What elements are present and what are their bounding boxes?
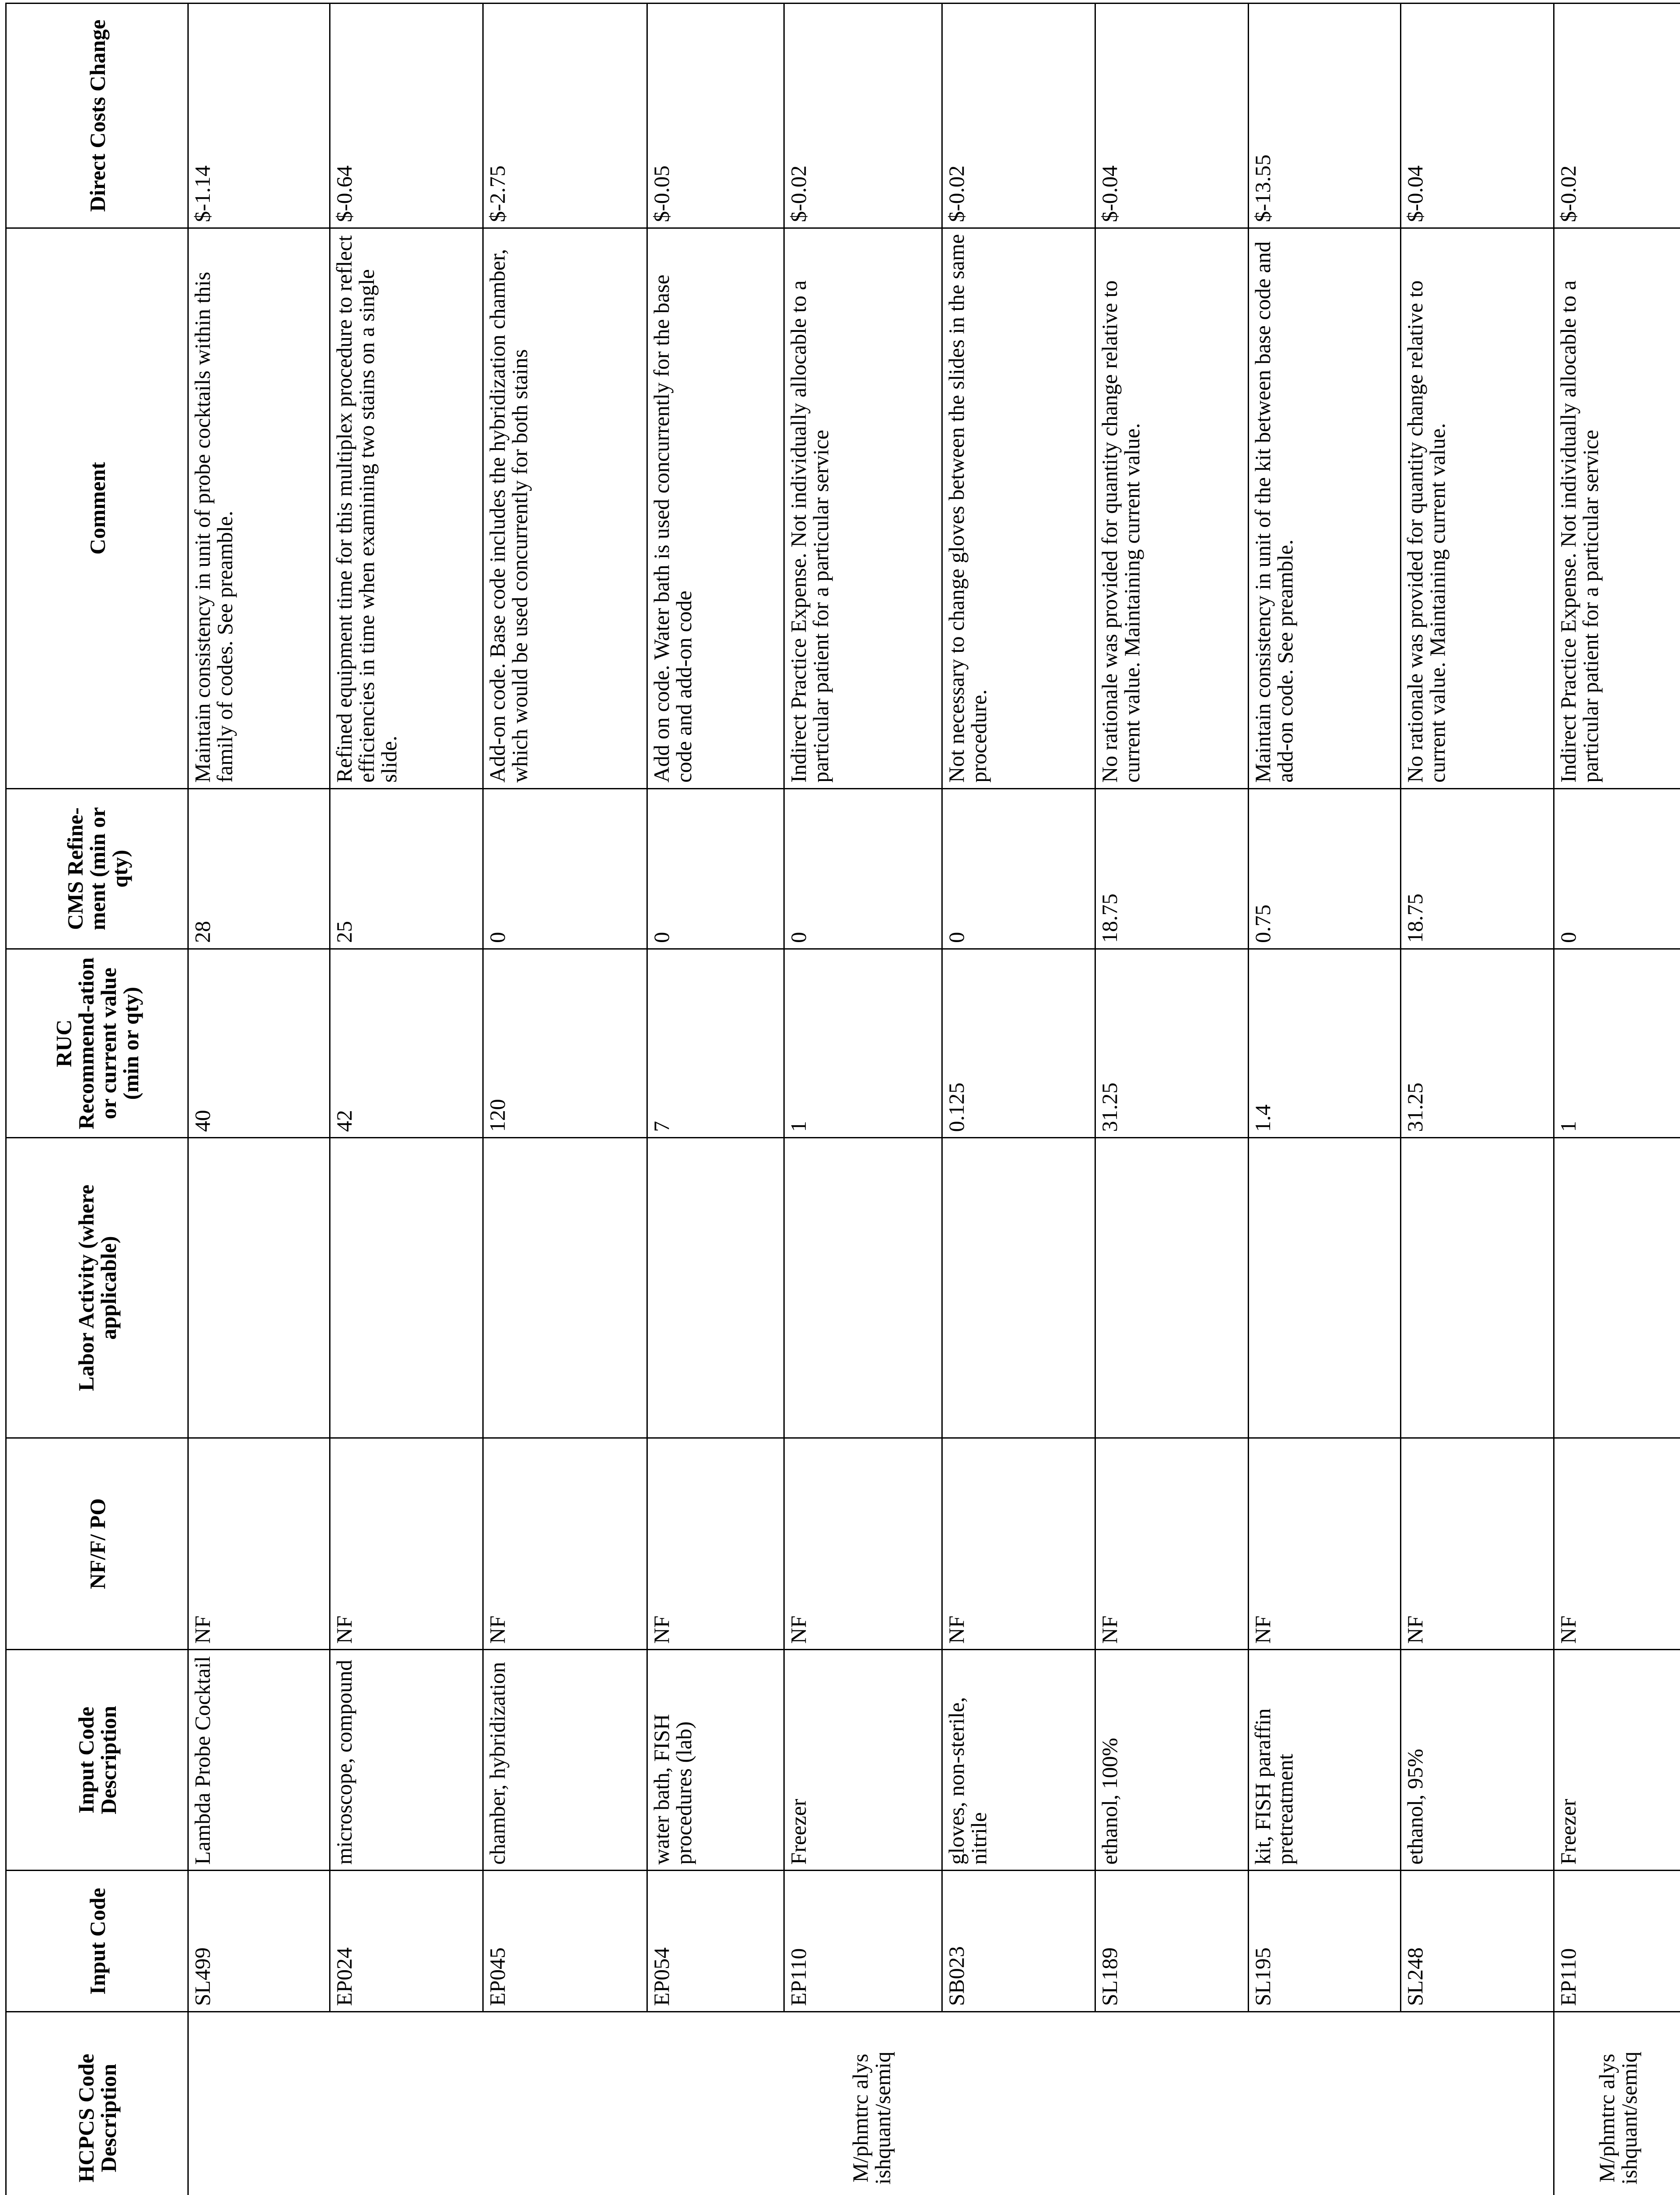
input-description-cell: Freezer (784, 1650, 942, 1871)
comment-cell: Add on code. Water bath is used concurrently for the base code and add-on code (647, 228, 784, 789)
labor-activity-cell (1401, 1138, 1554, 1438)
nf-f-po-cell: NF (942, 1438, 1095, 1649)
cms-refinement-cell: 0 (647, 788, 784, 949)
table-row (1401, 4, 1554, 2195)
ruc-value-cell: 31.25 (1401, 949, 1554, 1138)
ruc-value-cell: 42 (330, 949, 483, 1138)
cms-refinement-cell: 28 (188, 788, 330, 949)
table-row (784, 4, 942, 2195)
input-description-cell: chamber, hybridization (483, 1650, 647, 1871)
nf-f-po-cell: NF (1554, 1438, 1680, 1649)
labor-activity-cell (483, 1138, 647, 1438)
nf-f-po-cell: NF (330, 1438, 483, 1649)
input-description-cell: Freezer (1554, 1650, 1680, 1871)
table-row (330, 4, 483, 2195)
labor-activity-cell (1249, 1138, 1401, 1438)
direct-costs-change-cell: $-2.75 (483, 4, 647, 228)
labor-activity-cell (942, 1138, 1095, 1438)
ruc-value-cell: 120 (483, 949, 647, 1138)
header-comment: Comment (6, 228, 188, 789)
comment-cell: Not necessary to change gloves between the slides in the same procedure. (942, 228, 1095, 789)
input-code-cell: EP110 (1554, 1871, 1680, 2012)
table-row (1554, 4, 1680, 2195)
header-row (6, 4, 188, 2195)
comment-cell: No rationale was provided for quantity change relative to current value. Maintaining current value. (1401, 228, 1554, 789)
labor-activity-cell (784, 1138, 942, 1438)
cms-refinement-cell: 25 (330, 788, 483, 949)
ruc-value-cell: 31.25 (1095, 949, 1249, 1138)
comment-cell: No rationale was provided for quantity change relative to current value. Maintaining current value. (1095, 228, 1249, 789)
input-description-cell: ethanol, 100% (1095, 1650, 1249, 1871)
ruc-value-cell: 40 (188, 949, 330, 1138)
direct-costs-change-cell: $-0.05 (647, 4, 784, 228)
input-code-cell: SL195 (1249, 1871, 1401, 2012)
nf-f-po-cell: NF (188, 1438, 330, 1649)
input-code-cell: SB023 (942, 1871, 1095, 2012)
input-code-cell: EP045 (483, 1871, 647, 2012)
direct-costs-change-cell: $-0.02 (1554, 4, 1680, 228)
labor-activity-cell (330, 1138, 483, 1438)
nf-f-po-cell: NF (784, 1438, 942, 1649)
cms-refinement-cell: 0.75 (1249, 788, 1401, 949)
practice-expense-table (5, 3, 1680, 2195)
header-input-description: Input Code Description (6, 1650, 188, 1871)
cms-refinement-cell: 0 (1554, 788, 1680, 949)
direct-costs-change-cell: $-0.04 (1401, 4, 1554, 228)
comment-cell: Refined equipment time for this multiplex procedure to reflect efficiencies in time when examining two stains on a single slide. (330, 228, 483, 789)
input-description-cell: water bath, FISH procedures (lab) (647, 1650, 784, 1871)
header-labor-activity: Labor Activity (where applicable) (6, 1138, 188, 1438)
nf-f-po-cell: NF (1095, 1438, 1249, 1649)
header-direct-costs-change: Direct Costs Change (6, 4, 188, 228)
input-code-cell: SL248 (1401, 1871, 1554, 2012)
direct-costs-change-cell: $-0.02 (784, 4, 942, 228)
comment-cell: Maintain consistency in unit of the kit between base code and add-on code. See preamble. (1249, 228, 1401, 789)
cms-refinement-cell: 0 (942, 788, 1095, 949)
table-row (1095, 4, 1249, 2195)
cms-refinement-cell: 0 (784, 788, 942, 949)
comment-cell: Maintain consistency in unit of probe cocktails within this family of codes. See preamble. (188, 228, 330, 789)
hcpcs-description-cell: M/phmtrc alys ishquant/semiq (1554, 2012, 1680, 2195)
labor-activity-cell (1095, 1138, 1249, 1438)
input-description-cell: gloves, non-sterile, nitrile (942, 1650, 1095, 1871)
hcpcs-description-cell: M/phmtrc alys ishquant/semiq (188, 2012, 1554, 2195)
input-code-cell: EP110 (784, 1871, 942, 2012)
ruc-value-cell: 1 (1554, 949, 1680, 1138)
header-cms-refinement: CMS Refine-ment (min or qty) (6, 788, 188, 949)
table-row (483, 4, 647, 2195)
header-hcpcs-description: HCPCS Code Description (6, 2012, 188, 2195)
comment-cell: Indirect Practice Expense. Not individually allocable to a particular patient for a particular service (1554, 228, 1680, 789)
nf-f-po-cell: NF (1249, 1438, 1401, 1649)
direct-costs-change-cell: $-0.04 (1095, 4, 1249, 228)
direct-costs-change-cell: $-0.64 (330, 4, 483, 228)
nf-f-po-cell: NF (483, 1438, 647, 1649)
labor-activity-cell (188, 1138, 330, 1438)
ruc-value-cell: 1 (784, 949, 942, 1138)
table-row (1249, 4, 1401, 2195)
header-input-code: Input Code (6, 1871, 188, 2012)
input-description-cell: ethanol, 95% (1401, 1650, 1554, 1871)
nf-f-po-cell: NF (1401, 1438, 1554, 1649)
input-description-cell: Lambda Probe Cocktail (188, 1650, 330, 1871)
labor-activity-cell (1554, 1138, 1680, 1438)
cms-refinement-cell: 18.75 (1401, 788, 1554, 949)
input-description-cell: microscope, compound (330, 1650, 483, 1871)
input-code-cell: SL189 (1095, 1871, 1249, 2012)
comment-cell: Add-on code. Base code includes the hybridization chamber, which would be used concurrently for both stains (483, 228, 647, 789)
labor-activity-cell (647, 1138, 784, 1438)
nf-f-po-cell: NF (647, 1438, 784, 1649)
comment-cell: Indirect Practice Expense. Not individually allocable to a particular patient for a particular service (784, 228, 942, 789)
table-body (188, 4, 1680, 2195)
ruc-value-cell: 0.125 (942, 949, 1095, 1138)
input-code-cell: SL499 (188, 1871, 330, 2012)
header-nf-f-po: NF/F/ PO (6, 1438, 188, 1649)
table-row (188, 4, 330, 2195)
ruc-value-cell: 1.4 (1249, 949, 1401, 1138)
table-row (942, 4, 1095, 2195)
direct-costs-change-cell: $-1.14 (188, 4, 330, 228)
header-ruc-recommendation: RUC Recommend-ation or current value (min or qty) (6, 949, 188, 1138)
input-code-cell: EP054 (647, 1871, 784, 2012)
input-description-cell: kit, FISH paraffin pretreatment (1249, 1650, 1401, 1871)
cms-refinement-cell: 18.75 (1095, 788, 1249, 949)
cms-refinement-cell: 0 (483, 788, 647, 949)
table-row (647, 4, 784, 2195)
direct-costs-change-cell: $-0.02 (942, 4, 1095, 228)
direct-costs-change-cell: $-13.55 (1249, 4, 1401, 228)
input-code-cell: EP024 (330, 1871, 483, 2012)
ruc-value-cell: 7 (647, 949, 784, 1138)
